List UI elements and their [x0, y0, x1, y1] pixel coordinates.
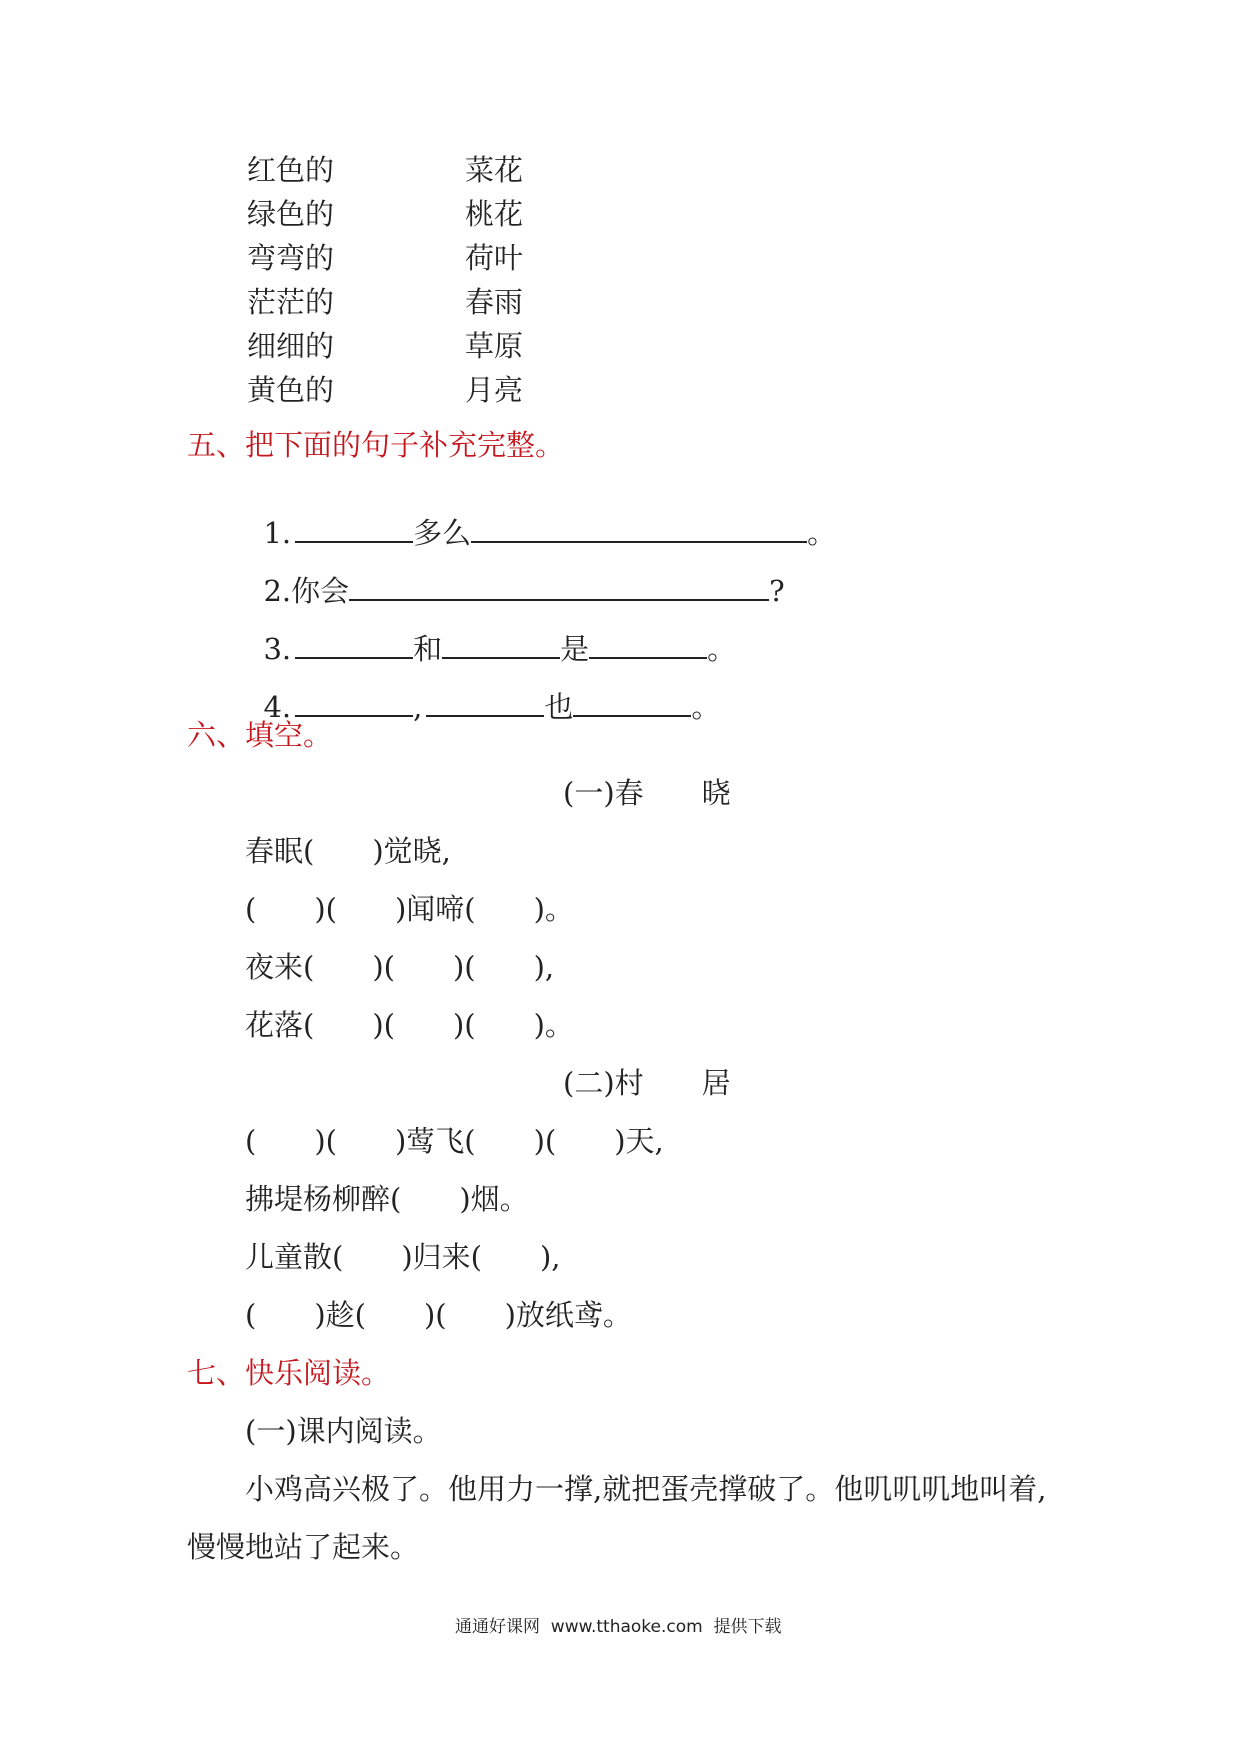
blank[interactable]	[295, 635, 413, 659]
poem1-line-1: 春眠( )觉晓,	[245, 834, 451, 868]
blank[interactable]	[471, 519, 807, 543]
poem2-line-1: ( )( )莺飞( )( )天,	[245, 1124, 664, 1158]
poem1-line-3: 夜来( )( )( ),	[245, 950, 555, 984]
section5-heading: 五、把下面的句子补充完整。	[187, 428, 565, 462]
reading-paragraph-line-2: 慢慢地站了起来。	[187, 1530, 420, 1564]
q3-text-a: 和	[413, 632, 443, 666]
blank[interactable]	[589, 635, 707, 659]
match-left-2: 绿色的	[247, 197, 335, 231]
poem1-title: (一)春 晓	[563, 776, 731, 810]
section7-subheading: (一)课内阅读。	[245, 1414, 442, 1448]
q3-text-b: 是	[560, 632, 590, 666]
section7-heading: 七、快乐阅读。	[187, 1356, 391, 1390]
q2-mid-text: 你会	[291, 574, 350, 608]
match-right-1: 菜花	[465, 153, 524, 187]
match-left-1: 红色的	[247, 153, 335, 187]
blank[interactable]	[295, 693, 413, 717]
blank[interactable]	[426, 693, 544, 717]
q3-end: 。	[707, 632, 737, 666]
q2-number: 2.	[263, 574, 292, 608]
match-left-3: 弯弯的	[247, 241, 335, 275]
match-right-6: 月亮	[465, 373, 524, 407]
match-left-4: 茫茫的	[247, 285, 335, 319]
blank[interactable]	[349, 577, 769, 601]
match-left-5: 细细的	[247, 329, 335, 363]
match-right-5: 草原	[465, 329, 524, 363]
q1-end: 。	[807, 516, 837, 550]
poem2-title: (二)村 居	[563, 1066, 731, 1100]
q2-end: ?	[769, 574, 785, 608]
page-footer: 通通好课网 www.tthaoke.com 提供下载	[455, 1617, 782, 1637]
match-left-6: 黄色的	[247, 373, 335, 407]
q4-number: 4.	[263, 690, 292, 724]
q4-text-b: 也	[544, 690, 574, 724]
poem2-line-3: 儿童散( )归来( ),	[245, 1240, 561, 1274]
q4-text-a: ,	[413, 690, 423, 724]
q4-end: 。	[691, 690, 721, 724]
reading-paragraph-line-1: 小鸡高兴极了。他用力一撑,就把蛋壳撑破了。他叽叽叽地叫着,	[245, 1472, 1047, 1506]
match-right-3: 荷叶	[465, 241, 524, 275]
blank[interactable]	[442, 635, 560, 659]
s5-q3	[245, 606, 736, 664]
poem2-line-2: 拂堤杨柳醉( )烟。	[245, 1182, 529, 1216]
q3-number: 3.	[263, 632, 292, 666]
blank[interactable]	[573, 693, 691, 717]
poem1-line-2: ( )( )闻啼( )。	[245, 892, 574, 926]
blank[interactable]	[295, 519, 413, 543]
q1-mid-text: 多么	[413, 516, 472, 550]
s5-q4	[245, 664, 720, 722]
section6-heading: 六、填空。	[187, 718, 333, 752]
poem1-line-4: 花落( )( )( )。	[245, 1008, 574, 1042]
q1-number: 1.	[263, 516, 292, 550]
s5-q2	[245, 548, 785, 606]
match-right-2: 桃花	[465, 197, 524, 231]
s5-q1	[245, 490, 836, 548]
match-right-4: 春雨	[465, 285, 524, 319]
poem2-line-4: ( )趁( )( )放纸鸢。	[245, 1298, 632, 1332]
